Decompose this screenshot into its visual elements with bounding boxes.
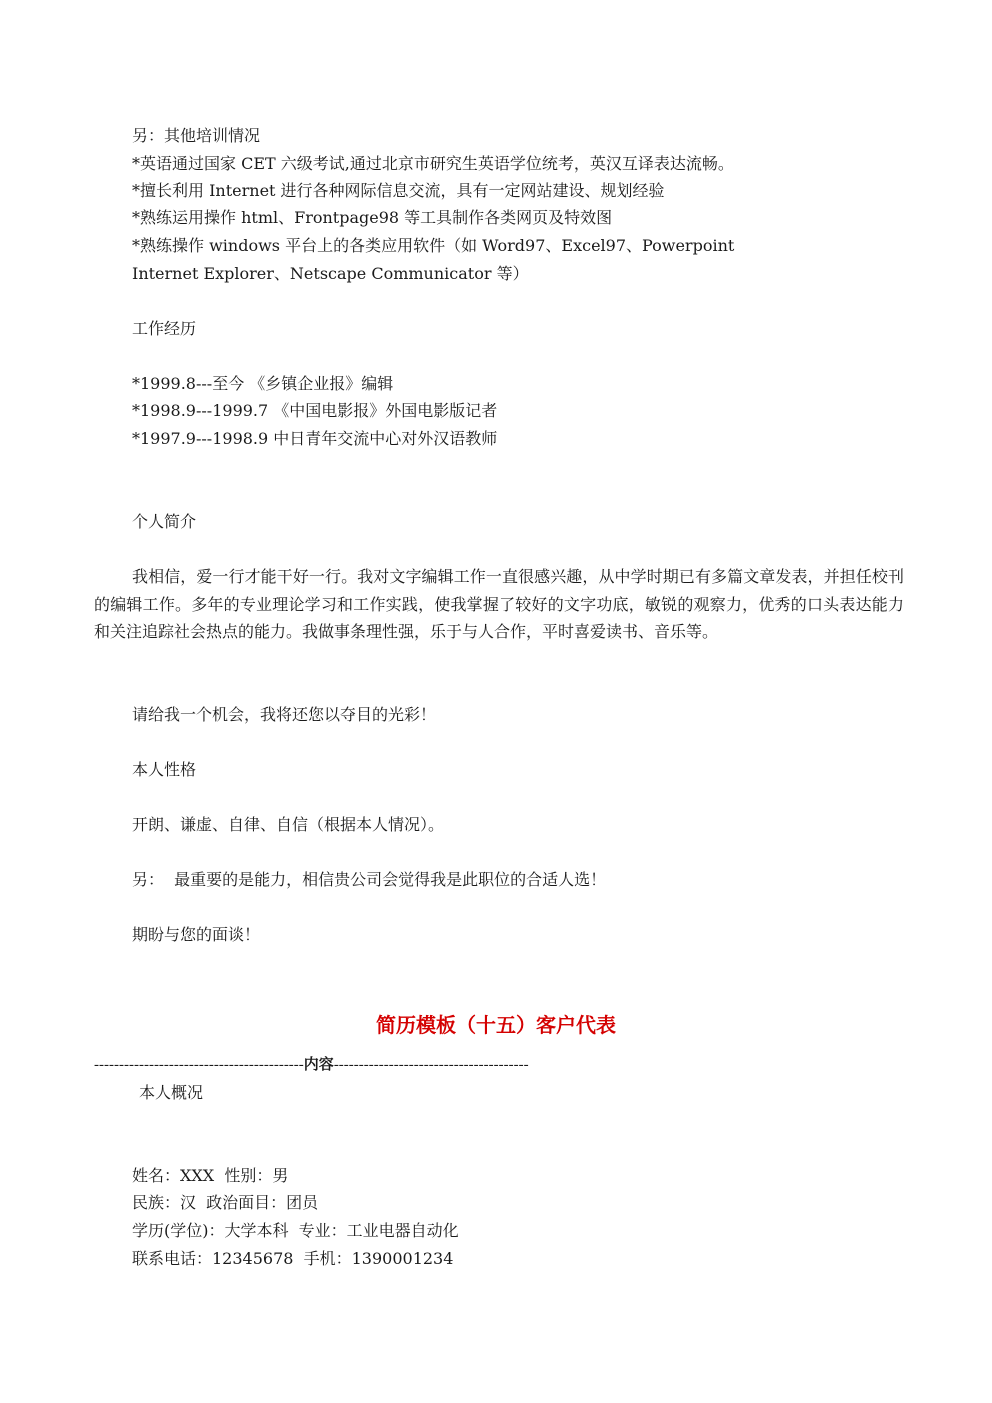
divider-left: ------------------------------------------ (94, 1057, 304, 1073)
work-item: *1999.8---至今 《乡镇企业报》编辑 (132, 374, 394, 393)
divider-right: --------------------------------------- (333, 1057, 529, 1073)
detail-line: 联系电话：12345678 手机：1390001234 (132, 1249, 454, 1268)
divider-label: 内容 (303, 1057, 334, 1073)
training-item: Internet Explorer、Netscape Communicator 等） (132, 264, 529, 283)
template-title: 简历模板（十五）客户代表 (376, 1013, 616, 1037)
work-heading: 工作经历 (132, 319, 197, 338)
note-line: 另： 最重要的是能力，相信贵公司会觉得我是此职位的合适人选！ (132, 870, 607, 889)
work-item: *1997.9---1998.9 中日青年交流中心对外汉语教师 (132, 429, 498, 448)
training-item: *熟练操作 windows 平台上的各类应用软件（如 Word97、Excel97、Powerpoint (132, 236, 735, 255)
personality-text: 开朗、谦虚、自律、自信（根据本人情况）。 (132, 815, 445, 834)
training-heading: 另：其他培训情况 (132, 126, 261, 145)
chance-line: 请给我一个机会，我将还您以夺目的光彩！ (132, 705, 437, 724)
profile-paragraph: 我相信，爱一行才能干好一行。我对文字编辑工作一直很感兴趣，从中学时期已有多篇文章发表，并担任校刊的编辑工作。多年的专业理论学习和工作实践，使我掌握了较好的文字功底，敏锐的观察力，优秀的口头表达能力和关注追踪社会热点的能力。我做事条理性强，乐于与人合作，平时喜爱读书、音乐等。 (94, 567, 904, 641)
personality-heading: 本人性格 (132, 760, 197, 779)
content-divider (94, 1055, 529, 1075)
interview-line: 期盼与您的面谈！ (132, 925, 261, 944)
work-item: *1998.9---1999.7 《中国电影报》外国电影版记者 (132, 401, 498, 420)
training-item: *擅长利用 Internet 进行各种网际信息交流，具有一定网站建设、规划经验 (132, 181, 665, 200)
detail-line: 学历(学位)：大学本科 专业：工业电器自动化 (132, 1221, 459, 1240)
detail-line: 民族：汉 政治面目：团员 (132, 1193, 319, 1212)
training-item: *英语通过国家 CET 六级考试,通过北京市研究生英语学位统考，英汉互译表达流畅。 (132, 154, 734, 173)
profile-heading: 个人简介 (132, 512, 197, 531)
overview-heading: 本人概况 (139, 1083, 204, 1102)
training-item: *熟练运用操作 html、Frontpage98 等工具制作各类网页及特效图 (132, 208, 613, 227)
detail-line: 姓名：XXX 性别：男 (132, 1166, 289, 1185)
